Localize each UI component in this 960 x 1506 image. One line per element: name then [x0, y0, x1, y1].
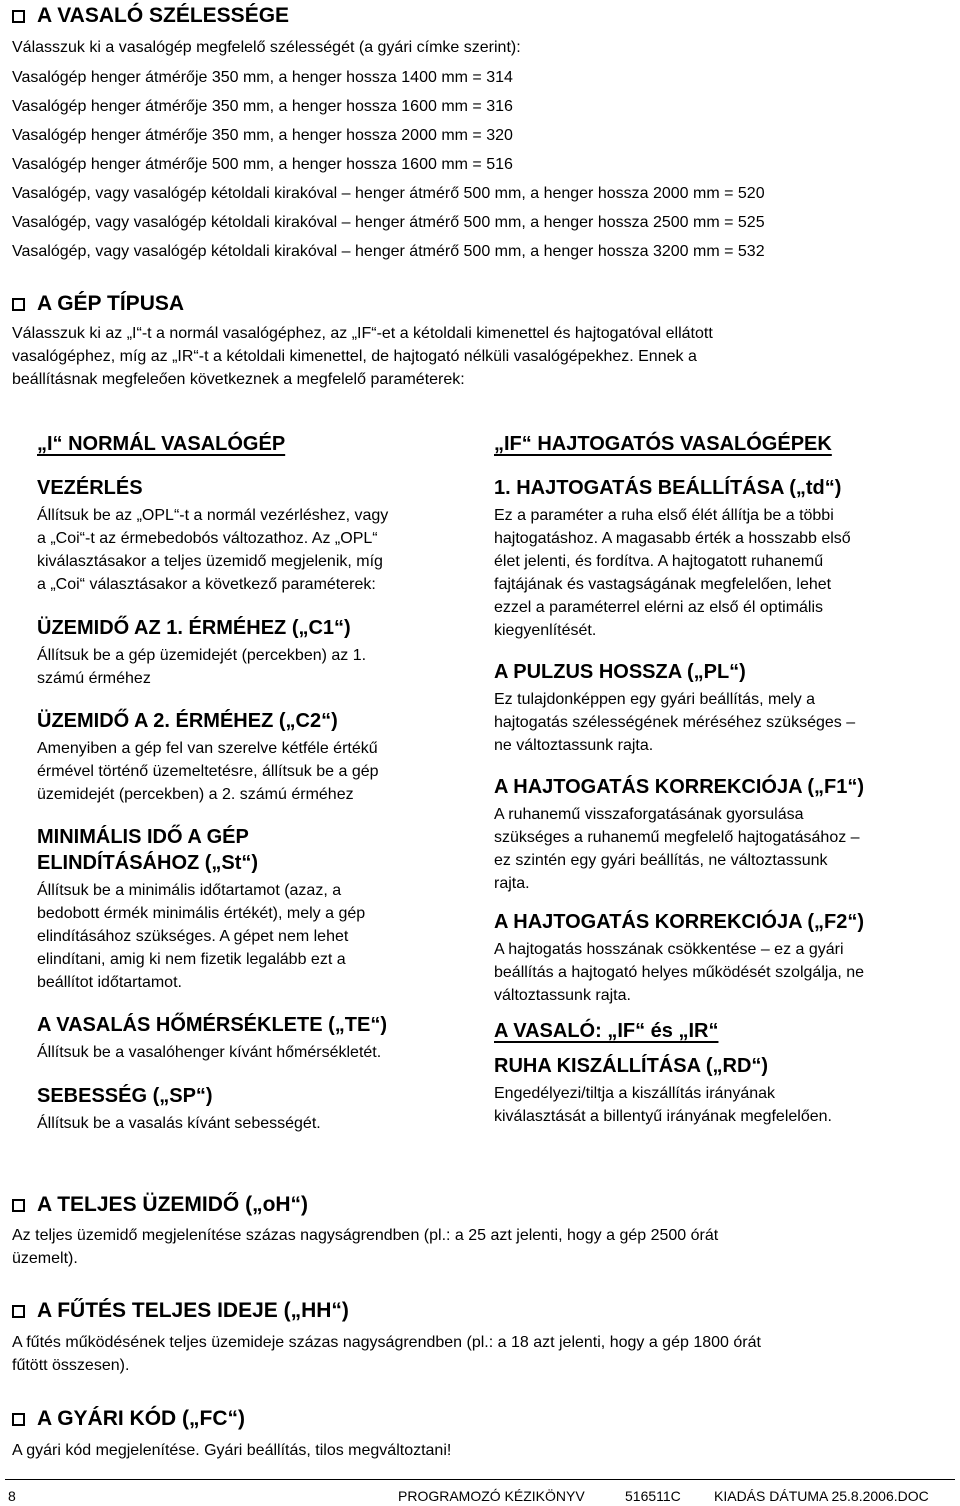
- block-text: [37, 879, 365, 994]
- text-line: hajtogatás szélességének méréséhez szükséges –: [494, 714, 856, 731]
- block-title: VEZÉRLÉS: [37, 477, 143, 499]
- text-line: Állítsuk be a vasalás kívánt sebességét.: [37, 1115, 321, 1132]
- text-line: A ruhanemű visszaforgatásának gyorsulása: [494, 806, 804, 823]
- section-paragraph: [12, 1224, 718, 1270]
- document-code: 516511C: [625, 1488, 681, 1504]
- text-line: Ez tulajdonképpen egy gyári beállítás, mely a: [494, 691, 816, 708]
- section-title-vasalo-szelessege: A VASALÓ SZÉLESSÉGE: [37, 4, 290, 27]
- text-line: kiegyenlítését.: [494, 622, 597, 639]
- list-item: Vasalógép, vagy vasalógép kétoldali kirakóval – henger átmérő 500 mm, a henger hossza 2000 mm = 520: [12, 185, 765, 202]
- text-line: a „Coi“ választásakor a következő paraméterek:: [37, 576, 376, 593]
- block-title: A HAJTOGATÁS KORREKCIÓJA („F2“): [494, 911, 865, 933]
- section-title-teljes-uzemido: A TELJES ÜZEMIDŐ („oH“): [37, 1193, 309, 1216]
- block-title-line-2: ELINDÍTÁSÁHOZ („St“): [37, 852, 259, 874]
- paragraph-line: üzemelt).: [12, 1250, 78, 1267]
- text-line: beállítás a hajtogató helyes működését szolgálja, ne: [494, 964, 865, 981]
- list-item: Vasalógép henger átmérője 350 mm, a henger hossza 1400 mm = 314: [12, 69, 513, 86]
- block-title: A HAJTOGATÁS KORREKCIÓJA („F1“): [494, 776, 865, 798]
- text-line: üzemidejét (percekben) a 2. számú érméhez: [37, 786, 354, 803]
- document-title: PROGRAMOZÓ KÉZIKÖNYV: [398, 1488, 585, 1504]
- text-line: Állítsuk be a vasalóhenger kívánt hőmérsékletét.: [37, 1044, 382, 1061]
- width-options-list: [12, 63, 765, 266]
- section-paragraph: [12, 1439, 451, 1462]
- checkbox-icon: [12, 298, 25, 311]
- text-line: Engedélyezi/tiltja a kiszállítás irányának: [494, 1085, 776, 1102]
- footer-rule: [5, 1479, 955, 1480]
- text-line: Állítsuk be az „OPL“-t a normál vezérléshez, vagy: [37, 507, 389, 524]
- block-text: [37, 1041, 381, 1064]
- text-line: Amenyiben a gép fel van szerelve kétféle értékű: [37, 740, 378, 757]
- paragraph-line: A gyári kód megjelenítése. Gyári beállítás, tilos megváltoztani!: [12, 1442, 452, 1459]
- paragraph-line: beállításnak megfeleően következnek a megfelelő paraméterek:: [12, 371, 465, 388]
- checkbox-icon: [12, 10, 25, 23]
- text-line: ne változtassunk rajta.: [494, 737, 654, 754]
- text-line: élet jelenti, és fordítva. A hajtogatott ruhanemű: [494, 553, 824, 570]
- paragraph-line: vasalógéphez, míg az „IR“-t a kétoldali kimenettel, de hajtogató nélküli vasalógépekhez. Ennek a: [12, 348, 697, 365]
- checkbox-icon: [12, 1199, 25, 1212]
- text-line: ez szintén egy gyári beállítás, ne változtassunk: [494, 852, 828, 869]
- text-line: fajtájának és vastagságának megfelelően, lehet: [494, 576, 832, 593]
- text-line: számú érméhez: [37, 670, 151, 687]
- text-line: rajta.: [494, 875, 530, 892]
- text-line: hajtogatáshoz. A magasabb érték a hosszabb első: [494, 530, 851, 547]
- paragraph-line: Az teljes üzemidő megjelenítése százas nagyságrendben (pl.: a 25 azt jelenti, hogy a gép 2500 órát: [12, 1227, 719, 1244]
- block-text: [37, 644, 366, 690]
- section-paragraph: [12, 322, 713, 391]
- text-line: bedobott érmék minimális értékét), mely a gép: [37, 905, 366, 922]
- block-text: [494, 938, 864, 1007]
- block-title: ÜZEMIDŐ A 2. ÉRMÉHEZ („C2“): [37, 710, 338, 732]
- section-title-gep-tipusa: A GÉP TÍPUSA: [37, 292, 185, 315]
- paragraph-line: A fűtés működésének teljes üzemideje százas nagyságrendben (pl.: a 18 azt jelenti, hogy a gép 1800 órát: [12, 1334, 761, 1351]
- column-heading-normal: „I“ NORMÁL VASALÓGÉP: [37, 433, 286, 455]
- text-line: Ez a paraméter a ruha első élét állítja be a többi: [494, 507, 834, 524]
- section-paragraph: [12, 1331, 761, 1377]
- block-text: [37, 504, 388, 596]
- text-line: a „Coi“-t az érmebedobós változathoz. Az „OPL“: [37, 530, 378, 547]
- section-intro: Válasszuk ki a vasalógép megfelelő szélességét (a gyári címke szerint):: [12, 39, 521, 56]
- block-text: [494, 504, 851, 642]
- block-title: ÜZEMIDŐ AZ 1. ÉRMÉHEZ („C1“): [37, 617, 351, 639]
- block-title: A VASALÁS HŐMÉRSÉKLETE („TE“): [37, 1014, 388, 1036]
- block-title: 1. HAJTOGATÁS BEÁLLÍTÁSA („td“): [494, 477, 842, 499]
- text-line: Állítsuk be a minimális időtartamot (azaz, a: [37, 882, 342, 899]
- text-line: A hajtogatás hosszának csökkentése – ez a gyári: [494, 941, 844, 958]
- text-line: elindítani, amig ki nem fizetik legalább ezt a: [37, 951, 346, 968]
- text-line: beállítot időtartamot.: [37, 974, 182, 991]
- text-line: ezzel a paraméterrel elérni az első él optimális: [494, 599, 824, 616]
- text-line: szükséges a ruhanemű megfelelő hajtogatásához –: [494, 829, 860, 846]
- section-title-gyari-kod: A GYÁRI KÓD („FC“): [37, 1407, 246, 1430]
- block-text: [37, 1112, 321, 1135]
- section-title-futes-teljes-ideje: A FŰTÉS TELJES IDEJE („HH“): [37, 1299, 349, 1322]
- block-title: RUHA KISZÁLLÍTÁSA („RD“): [494, 1055, 769, 1077]
- paragraph-line: fűtött összesen).: [12, 1357, 130, 1374]
- text-line: Állítsuk be a gép üzemidejét (percekben) az 1.: [37, 647, 367, 664]
- list-item: Vasalógép, vagy vasalógép kétoldali kirakóval – henger átmérő 500 mm, a henger hossza 2500 mm = 525: [12, 214, 765, 231]
- page-number: 8: [8, 1488, 16, 1504]
- paragraph-line: Válasszuk ki az „I“-t a normál vasalógéphez, az „IF“-et a kétoldali kimenettel és hajtogatóval ellátott: [12, 325, 713, 342]
- list-item: Vasalógép, vagy vasalógép kétoldali kirakóval – henger átmérő 500 mm, a henger hossza 3200 mm = 532: [12, 243, 765, 260]
- text-line: elindításához szükséges. A gépet nem lehet: [37, 928, 349, 945]
- text-line: kiválasztását a billentyű irányának megfelelően.: [494, 1108, 832, 1125]
- checkbox-icon: [12, 1305, 25, 1318]
- issue-date: KIADÁS DÁTUMA 25.8.2006.DOC: [714, 1488, 929, 1504]
- block-title: SEBESSÉG („SP“): [37, 1085, 213, 1107]
- text-line: érmével történő üzemeltetésre, állítsuk be a gép: [37, 763, 379, 780]
- text-line: kiválasztásakor a teljes üzemidő megjelenik, míg: [37, 553, 383, 570]
- subheading-vasalo-if-ir: A VASALÓ: „IF“ és „IR“: [494, 1020, 719, 1042]
- block-text: [494, 688, 855, 757]
- block-title: A PULZUS HOSSZA („PL“): [494, 661, 746, 683]
- block-title: MINIMÁLIS IDŐ A GÉP: [37, 826, 249, 848]
- list-item: Vasalógép henger átmérője 350 mm, a henger hossza 1600 mm = 316: [12, 98, 513, 115]
- block-text: [37, 737, 379, 806]
- checkbox-icon: [12, 1413, 25, 1426]
- list-item: Vasalógép henger átmérője 500 mm, a henger hossza 1600 mm = 516: [12, 156, 513, 173]
- text-line: változtassunk rajta.: [494, 987, 631, 1004]
- block-text: [494, 803, 860, 895]
- column-heading-hajtogatos: „IF“ HAJTOGATÓS VASALÓGÉPEK: [494, 433, 832, 455]
- list-item: Vasalógép henger átmérője 350 mm, a henger hossza 2000 mm = 320: [12, 127, 513, 144]
- block-text: [494, 1082, 832, 1128]
